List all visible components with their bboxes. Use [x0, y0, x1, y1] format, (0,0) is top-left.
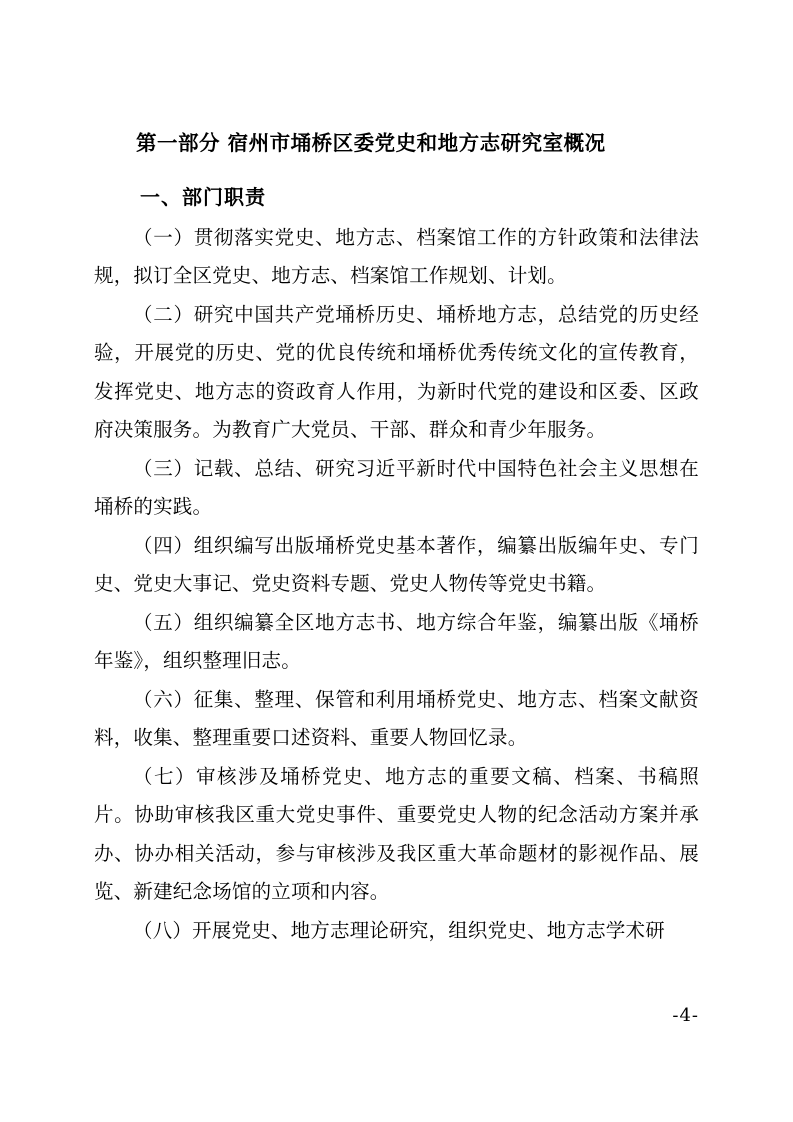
- paragraph-1: （一）贯彻落实党史、地方志、档案馆工作的方针政策和法律法规，拟订全区党史、地方志、档案馆工作规划、计划。: [94, 225, 699, 288]
- section-heading-duties: 一、部门职责: [140, 184, 266, 209]
- paragraph-6: （六）征集、整理、保管和利用埇桥党史、地方志、档案文献资料，收集、整理重要口述资料、重要人物回忆录。: [94, 687, 699, 750]
- paragraph-7: （七）审核涉及埇桥党史、地方志的重要文稿、档案、书稿照片。协助审核我区重大党史事件、重要党史人物的纪念活动方案并承办、协办相关活动，参与审核涉及我区重大革命题材的影视作品、展览、新建纪念场馆的立项和内容。: [94, 764, 699, 904]
- page-number: -4-: [672, 1005, 699, 1026]
- paragraph-5: （五）组织编纂全区地方志书、地方综合年鉴，编纂出版《埇桥年鉴》，组织整理旧志。: [94, 610, 699, 673]
- paragraph-2: （二）研究中国共产党埇桥历史、埇桥地方志，总结党的历史经验，开展党的历史、党的优良传统和埇桥优秀传统文化的宣传教育，发挥党史、地方志的资政育人作用，为新时代党的建设和区委、区政府决策服务。为教育广大党员、干部、群众和青少年服务。: [94, 302, 699, 442]
- paragraph-4: （四）组织编写出版埇桥党史基本著作，编纂出版编年史、专门史、党史大事记、党史资料专题、党史人物传等党史书籍。: [94, 533, 699, 596]
- paragraph-8: （八）开展党史、地方志理论研究，组织党史、地方志学术研: [133, 918, 665, 942]
- page-title: 第一部分 宿州市埇桥区委党史和地方志研究室概况: [136, 131, 606, 155]
- paragraph-3: （三）记载、总结、研究习近平新时代中国特色社会主义思想在埇桥的实践。: [94, 456, 699, 519]
